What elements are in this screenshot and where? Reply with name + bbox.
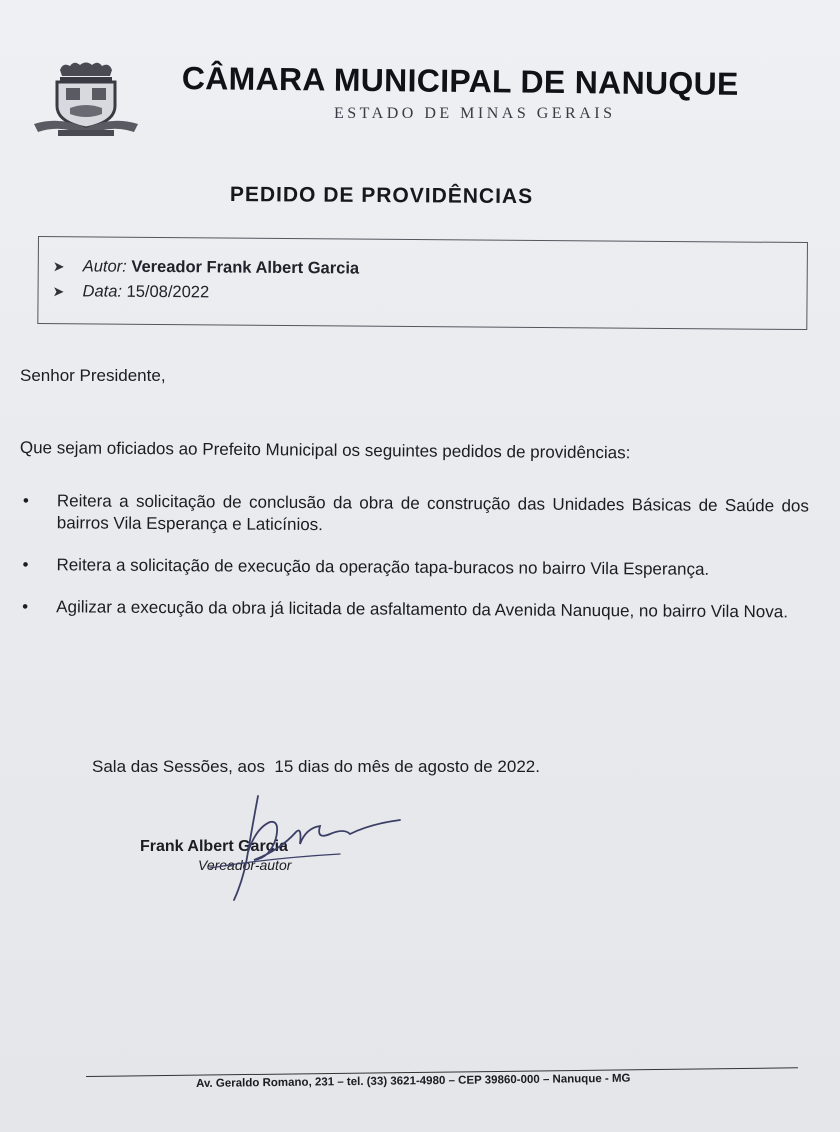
author-info-box bbox=[37, 236, 808, 330]
closing-line: Sala das Sessões, aos 15 dias do mês de agosto de 2022. bbox=[92, 757, 540, 776]
bullet-dot-icon: • bbox=[22, 597, 29, 617]
date-line bbox=[52, 282, 209, 302]
signer-role: Vereador-autor bbox=[198, 857, 292, 873]
list-item bbox=[20, 490, 809, 540]
list-item bbox=[19, 554, 808, 582]
bullet-dot-icon: • bbox=[22, 491, 29, 511]
state-subtitle: ESTADO DE MINAS GERAIS bbox=[334, 105, 616, 122]
institution-title: CÂMARA MUNICIPAL DE NANUQUE bbox=[181, 60, 739, 102]
salutation: Senhor Presidente, bbox=[20, 366, 166, 385]
date-value: 15/08/2022 bbox=[126, 282, 210, 302]
date-label: Data: bbox=[82, 282, 123, 301]
list-item-text: Agilizar a execução da obra já licitada de asfaltamento da Avenida Nanuque, no bairro Vila Nova. bbox=[56, 597, 789, 622]
author-label: Autor: bbox=[82, 257, 127, 276]
request-list bbox=[19, 490, 820, 644]
handwritten-signature bbox=[130, 788, 410, 908]
list-item-text: Reitera a solicitação de execução da operação tapa-buracos no bairro Vila Esperança. bbox=[56, 555, 710, 579]
list-item bbox=[19, 596, 808, 624]
author-value: Vereador Frank Albert Garcia bbox=[131, 257, 360, 278]
list-item-text: Reitera a solicitação de conclusão da obra de construção das Unidades Básicas de Saúde dos bairros Vila Esperança e Laticínios. bbox=[56, 491, 809, 535]
arrow-bullet-icon: ➤ bbox=[52, 283, 65, 300]
arrow-bullet-icon: ➤ bbox=[52, 258, 65, 275]
bullet-dot-icon: • bbox=[22, 555, 29, 575]
document-title: PEDIDO DE PROVIDÊNCIAS bbox=[229, 183, 534, 209]
footer-address: Av. Geraldo Romano, 231 – tel. (33) 3621-4980 – CEP 39860-000 – Nanuque - MG bbox=[196, 1072, 631, 1090]
intro-paragraph: Que sejam oficiados ao Prefeito Municipal os seguintes pedidos de providências: bbox=[19, 438, 631, 463]
author-line bbox=[53, 257, 360, 278]
signer-name: Frank Albert Garcia bbox=[140, 838, 288, 855]
coat-of-arms-icon bbox=[30, 58, 142, 140]
